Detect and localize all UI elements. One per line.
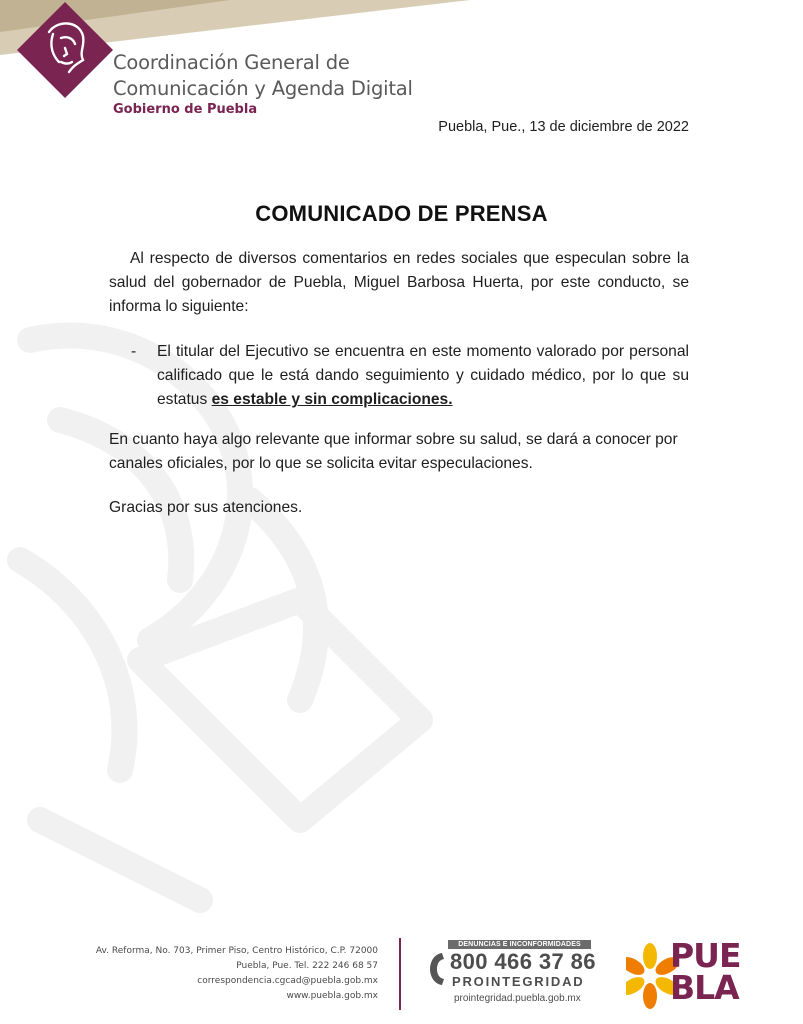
- footer-divider: [399, 938, 401, 1010]
- organization-name-line2: Comunicación y Agenda Digital: [113, 77, 413, 100]
- hotline-number: 800 466 37 86: [450, 949, 596, 974]
- phone-icon: [428, 950, 448, 988]
- intro-paragraph: Al respecto de diversos comentarios en redes sociales que especulan sobre la salud del gobernador de Puebla, Miguel Barbosa Huerta, por este conducto, se informa lo siguiente:: [109, 250, 689, 315]
- website-url: www.puebla.gob.mx: [286, 991, 378, 1001]
- address-line: Puebla, Pue. Tel. 222 246 68 57: [236, 961, 378, 971]
- document-title: COMUNICADO DE PRENSA: [255, 201, 548, 226]
- document-date: Puebla, Pue., 13 de diciembre de 2022: [438, 119, 689, 135]
- organization-name-line1: Coordinación General de: [113, 51, 350, 74]
- government-name: Gobierno de Puebla: [113, 102, 258, 117]
- bullet-emphasis: es estable y sin complicaciones.: [211, 391, 453, 408]
- bullet-text-body: El titular del Ejecutivo se encuentra en este momento valorado por personal calificado que le está dando seguimiento y cuidado médico, por lo que su estatus: [157, 343, 689, 408]
- puebla-wordmark-line2: BLA: [670, 968, 739, 1007]
- bullet-text: [157, 340, 689, 412]
- footer-address: [96, 944, 378, 1004]
- hotline-brand: PROINTEGRIDAD: [452, 974, 585, 989]
- woman-profile-icon: [17, 2, 113, 98]
- contact-email: correspondencia.cgcad@puebla.gob.mx: [197, 976, 378, 986]
- hotline-badge: DENUNCIAS E INCONFORMIDADES: [448, 940, 591, 949]
- address-line: Av. Reforma, No. 703, Primer Piso, Centro Histórico, C.P. 72000: [95, 946, 378, 956]
- hotline-url: prointegridad.puebla.gob.mx: [454, 993, 581, 1004]
- puebla-wordmark-line1: PUE: [670, 936, 741, 975]
- followup-paragraph: En cuanto haya algo relevante que informar sobre su salud, se dará a conocer por canales oficiales, por lo que se solicita evitar especulaciones.: [109, 431, 678, 472]
- bullet-marker: -: [131, 343, 137, 360]
- organization-name: [113, 50, 413, 102]
- closing-paragraph: Gracias por sus atenciones.: [109, 499, 303, 516]
